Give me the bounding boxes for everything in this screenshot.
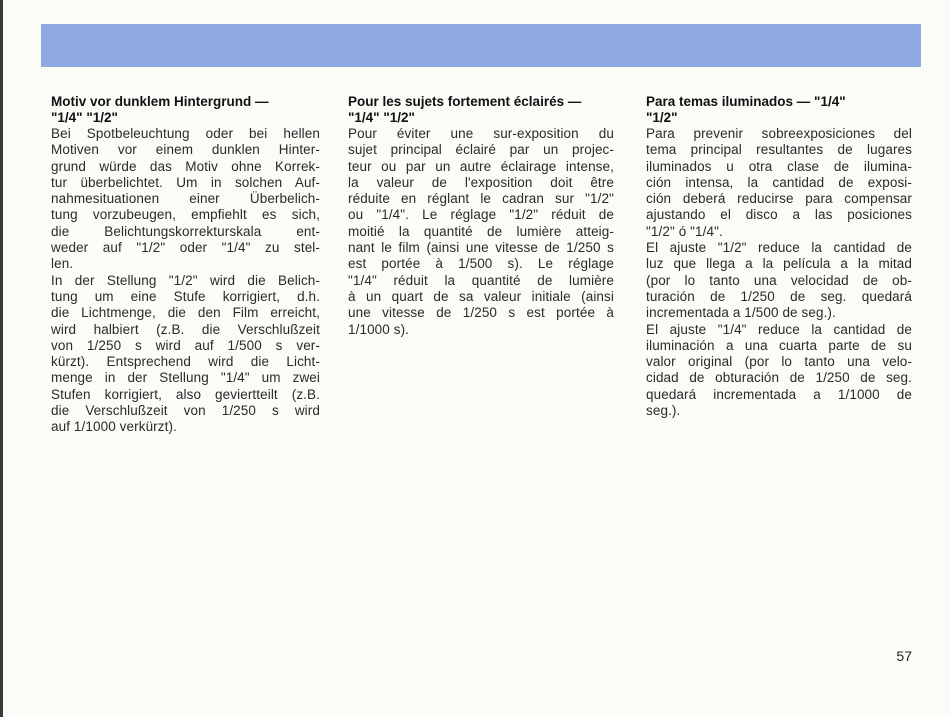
french-body: Pour éviter une sur-exposition du sujet principal éclairé par un projec- teur ou par un autre éclairage intense, la valeur de l'exposition doit être réduite en réglant le cadran sur "1/2" ou "1/4". Le réglage "1/2" réduit de moitié la quantité de lumière atteig- nant le film (ainsi une vitesse de 1/250 s est portée à 1/500 s). Le réglage "1/4" réduit la quantité de lumière à un quart de sa valeur initiale (ainsi une vitesse de 1/250 s est portée à 1/1000 s). [348, 126, 614, 337]
spanish-heading: Para temas iluminados — "1/4" "1/2" [646, 94, 846, 125]
page-number: 57 [896, 648, 912, 664]
spanish-column [646, 94, 912, 419]
german-heading: Motiv vor dunklem Hintergrund — "1/4" "1/2" [51, 94, 269, 125]
page-edge [0, 0, 3, 717]
header-color-band [41, 24, 921, 67]
german-column [51, 94, 320, 436]
french-column [348, 94, 614, 338]
french-heading: Pour les sujets fortement éclairés — "1/4" "1/2" [348, 94, 582, 125]
spanish-body: Para prevenir sobreexposiciones del tema principal resultantes de lugares iluminados u otra clase de ilumina- ción intensa, la cantidad de exposi- ción deberá reducirse para compensar ajustando el disco a las posiciones "1/2" ó "1/4". El ajuste "1/2" reduce la cantidad de luz que llega a la película a la mitad (por lo tanto una velocidad de ob- turación de 1/250 de seg. quedará incrementada a 1/500 de seg.). El ajuste "1/4" reduce la cantidad de iluminación a una cuarta parte de su valor original (por lo tanto una velo- cidad de obturación de 1/250 de seg. quedará incrementada a 1/1000 de seg.). [646, 126, 912, 419]
german-body: Bei Spotbeleuchtung oder bei hellen Motiven vor einem dunklen Hinter- grund würde das Motiv ohne Korrek- tur überbelichtet. Um in solchen Auf- nahmesituationen einer Überbelich- tung vorzubeugen, empfiehlt es sich, die Belichtungskorrekturskala ent- weder auf "1/2" oder "1/4" zu stel- len. In der Stellung "1/2" wird die Belich- tung um eine Stufe korrigiert, d.h. die Lichtmenge, die den Film erreicht, wird halbiert (z.B. die Verschlußzeit von 1/250 s wird auf 1/500 s ver- kürzt). Entsprechend wird die Licht- menge in der Stellung "1/4" um zwei Stufen korrigiert, also geviertteilt (z.B. die Verschlußzeit von 1/250 s wird auf 1/1000 verkürzt). [51, 126, 320, 435]
